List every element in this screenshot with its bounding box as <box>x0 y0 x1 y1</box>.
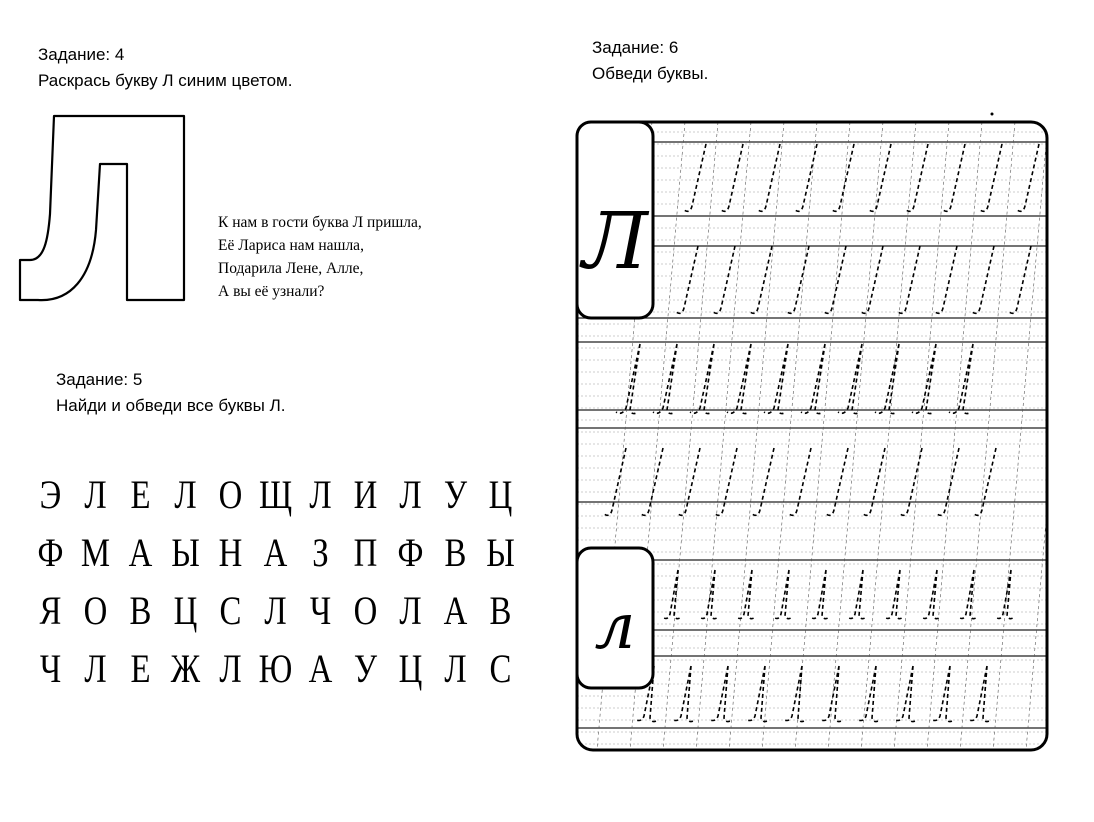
tracing-letter-stroke[interactable] <box>1009 246 1031 313</box>
grid-letter[interactable]: Ч <box>309 588 332 633</box>
letter-grid-row <box>28 524 523 582</box>
tracing-letter-stroke[interactable] <box>747 666 769 722</box>
big-letter-l-outline[interactable] <box>14 110 190 306</box>
tracing-letter-stroke[interactable] <box>727 344 751 414</box>
tracing-letter-stroke[interactable] <box>974 448 996 515</box>
grid-letter[interactable]: В <box>444 530 467 575</box>
grid-letter[interactable]: Л <box>309 472 332 517</box>
tracing-letter-stroke[interactable] <box>821 666 843 722</box>
grid-letter[interactable]: Я <box>39 588 62 633</box>
grid-letter[interactable]: Ы <box>171 530 200 575</box>
poem <box>218 211 422 303</box>
grid-letter[interactable]: О <box>353 588 378 633</box>
task4-instruction: Раскрась букву Л синим цветом. <box>38 71 293 90</box>
tracing-letter-stroke[interactable] <box>713 246 735 313</box>
grid-letter[interactable]: З <box>312 530 329 575</box>
sample-letter-lower: л <box>594 590 636 664</box>
grid-letter[interactable]: В <box>129 588 152 633</box>
grid-letter[interactable]: Л <box>84 646 107 691</box>
grid-letter[interactable]: М <box>80 530 111 575</box>
tracing-sheet <box>572 108 1054 756</box>
tracing-letter-stroke[interactable] <box>849 570 865 619</box>
grid-letter[interactable]: Л <box>174 472 197 517</box>
tracing-letter-stroke[interactable] <box>858 666 880 722</box>
grid-letter[interactable]: Л <box>84 472 107 517</box>
letter-grid-row <box>28 582 523 640</box>
grid-letter[interactable]: В <box>489 588 512 633</box>
grid-letter[interactable]: Ы <box>486 530 515 575</box>
grid-letter[interactable]: Ч <box>39 646 62 691</box>
tracing-letter-stroke[interactable] <box>997 570 1013 619</box>
poem-line: К нам в гости буква Л пришла, <box>218 214 422 231</box>
grid-letter[interactable]: О <box>83 588 108 633</box>
tracing-letter-stroke[interactable] <box>684 144 706 211</box>
tracing-letter-stroke[interactable] <box>969 666 991 722</box>
tracing-letter-stroke[interactable] <box>715 448 737 515</box>
tracing-letter-stroke[interactable] <box>932 666 954 722</box>
tracing-letter-stroke[interactable] <box>701 570 717 619</box>
grid-letter[interactable]: Е <box>130 472 151 517</box>
tracing-letter-stroke[interactable] <box>937 448 959 515</box>
grid-letter[interactable]: С <box>489 646 512 691</box>
tracing-letter-stroke[interactable] <box>752 448 774 515</box>
tracing-letter-stroke[interactable] <box>653 344 677 414</box>
grid-letter[interactable]: Л <box>399 472 422 517</box>
tracing-letter-stroke[interactable] <box>678 448 700 515</box>
grid-letter[interactable]: Н <box>218 530 243 575</box>
poem-line: Её Лариса нам нашла, <box>218 237 364 254</box>
tracing-letter-stroke[interactable] <box>826 448 848 515</box>
task5-instruction: Найди и обведи все буквы Л. <box>56 396 286 415</box>
grid-letter[interactable]: Л <box>399 588 422 633</box>
tracing-letter-stroke[interactable] <box>972 246 994 313</box>
tracing-letter-stroke[interactable] <box>1017 144 1039 211</box>
grid-letter[interactable]: Щ <box>258 472 293 517</box>
sample-letter-upper: Л <box>582 197 648 287</box>
grid-letter[interactable]: Ж <box>170 646 201 691</box>
tracing-letter-stroke[interactable] <box>900 448 922 515</box>
grid-letter[interactable]: Л <box>219 646 242 691</box>
tracing-letter-stroke[interactable] <box>721 144 743 211</box>
tracing-letter-stroke[interactable] <box>764 344 788 414</box>
letter-grid <box>28 466 523 698</box>
tracing-letter-stroke[interactable] <box>673 666 695 722</box>
tracing-letter-stroke[interactable] <box>758 144 780 211</box>
tracing-letter-stroke[interactable] <box>824 246 846 313</box>
task6-instruction: Обведи буквы. <box>592 64 709 83</box>
grid-letter[interactable]: А <box>443 588 468 633</box>
grid-letter[interactable]: Е <box>130 646 151 691</box>
letter-grid-row <box>28 466 523 524</box>
tracing-letter-stroke[interactable] <box>787 246 809 313</box>
grid-letter[interactable]: Ц <box>488 472 513 517</box>
tracing-letter-stroke[interactable] <box>676 246 698 313</box>
grid-letter[interactable]: Ф <box>397 530 424 575</box>
grid-letter[interactable]: А <box>263 530 288 575</box>
grid-letter[interactable]: У <box>353 646 378 691</box>
grid-letter[interactable]: И <box>353 472 378 517</box>
tracing-letter-stroke[interactable] <box>664 570 680 619</box>
grid-letter[interactable]: Ц <box>173 588 198 633</box>
letter-grid-row <box>28 640 523 698</box>
grid-letter[interactable]: С <box>219 588 242 633</box>
tracing-letter-stroke[interactable] <box>895 666 917 722</box>
stray-dot <box>991 113 994 116</box>
tracing-letter-stroke[interactable] <box>795 144 817 211</box>
tracing-letter-stroke[interactable] <box>886 570 902 619</box>
grid-letter[interactable]: Л <box>264 588 287 633</box>
grid-letter[interactable]: О <box>218 472 243 517</box>
tracing-letter-stroke[interactable] <box>923 570 939 619</box>
grid-letter[interactable]: Ф <box>37 530 64 575</box>
grid-letter[interactable]: У <box>443 472 468 517</box>
tracing-letter-stroke[interactable] <box>980 144 1002 211</box>
tracing-letter-stroke[interactable] <box>812 570 828 619</box>
grid-letter[interactable]: Э <box>39 472 62 517</box>
grid-letter[interactable]: П <box>353 530 378 575</box>
grid-letter[interactable]: Ю <box>258 646 293 691</box>
tracing-letter-stroke[interactable] <box>784 666 806 722</box>
grid-letter[interactable]: Л <box>444 646 467 691</box>
tracing-letter-stroke[interactable] <box>875 344 899 414</box>
tracing-letter-stroke[interactable] <box>801 344 825 414</box>
poem-line: Подарила Лене, Алле, <box>218 260 364 277</box>
tracing-letter-stroke[interactable] <box>863 448 885 515</box>
tracing-letter-stroke[interactable] <box>750 246 772 313</box>
tracing-letter-stroke[interactable] <box>710 666 732 722</box>
poem-line: А вы её узнали? <box>218 283 325 300</box>
tracing-letter-stroke[interactable] <box>912 344 936 414</box>
grid-letter[interactable]: А <box>128 530 153 575</box>
tracing-letter-stroke[interactable] <box>898 246 920 313</box>
grid-letter[interactable]: А <box>308 646 333 691</box>
task4-title: Задание: 4 <box>38 45 125 64</box>
grid-letter[interactable]: Ц <box>398 646 423 691</box>
task6-title: Задание: 6 <box>592 38 679 57</box>
tracing-letter-stroke[interactable] <box>641 448 663 515</box>
tracing-letter-stroke[interactable] <box>949 344 973 414</box>
tracing-letter-stroke[interactable] <box>738 570 754 619</box>
tracing-letter-stroke[interactable] <box>789 448 811 515</box>
tracing-letter-stroke[interactable] <box>861 246 883 313</box>
task5-title: Задание: 5 <box>56 370 143 389</box>
tracing-letter-stroke[interactable] <box>616 344 640 414</box>
tracing-letter-stroke[interactable] <box>935 246 957 313</box>
